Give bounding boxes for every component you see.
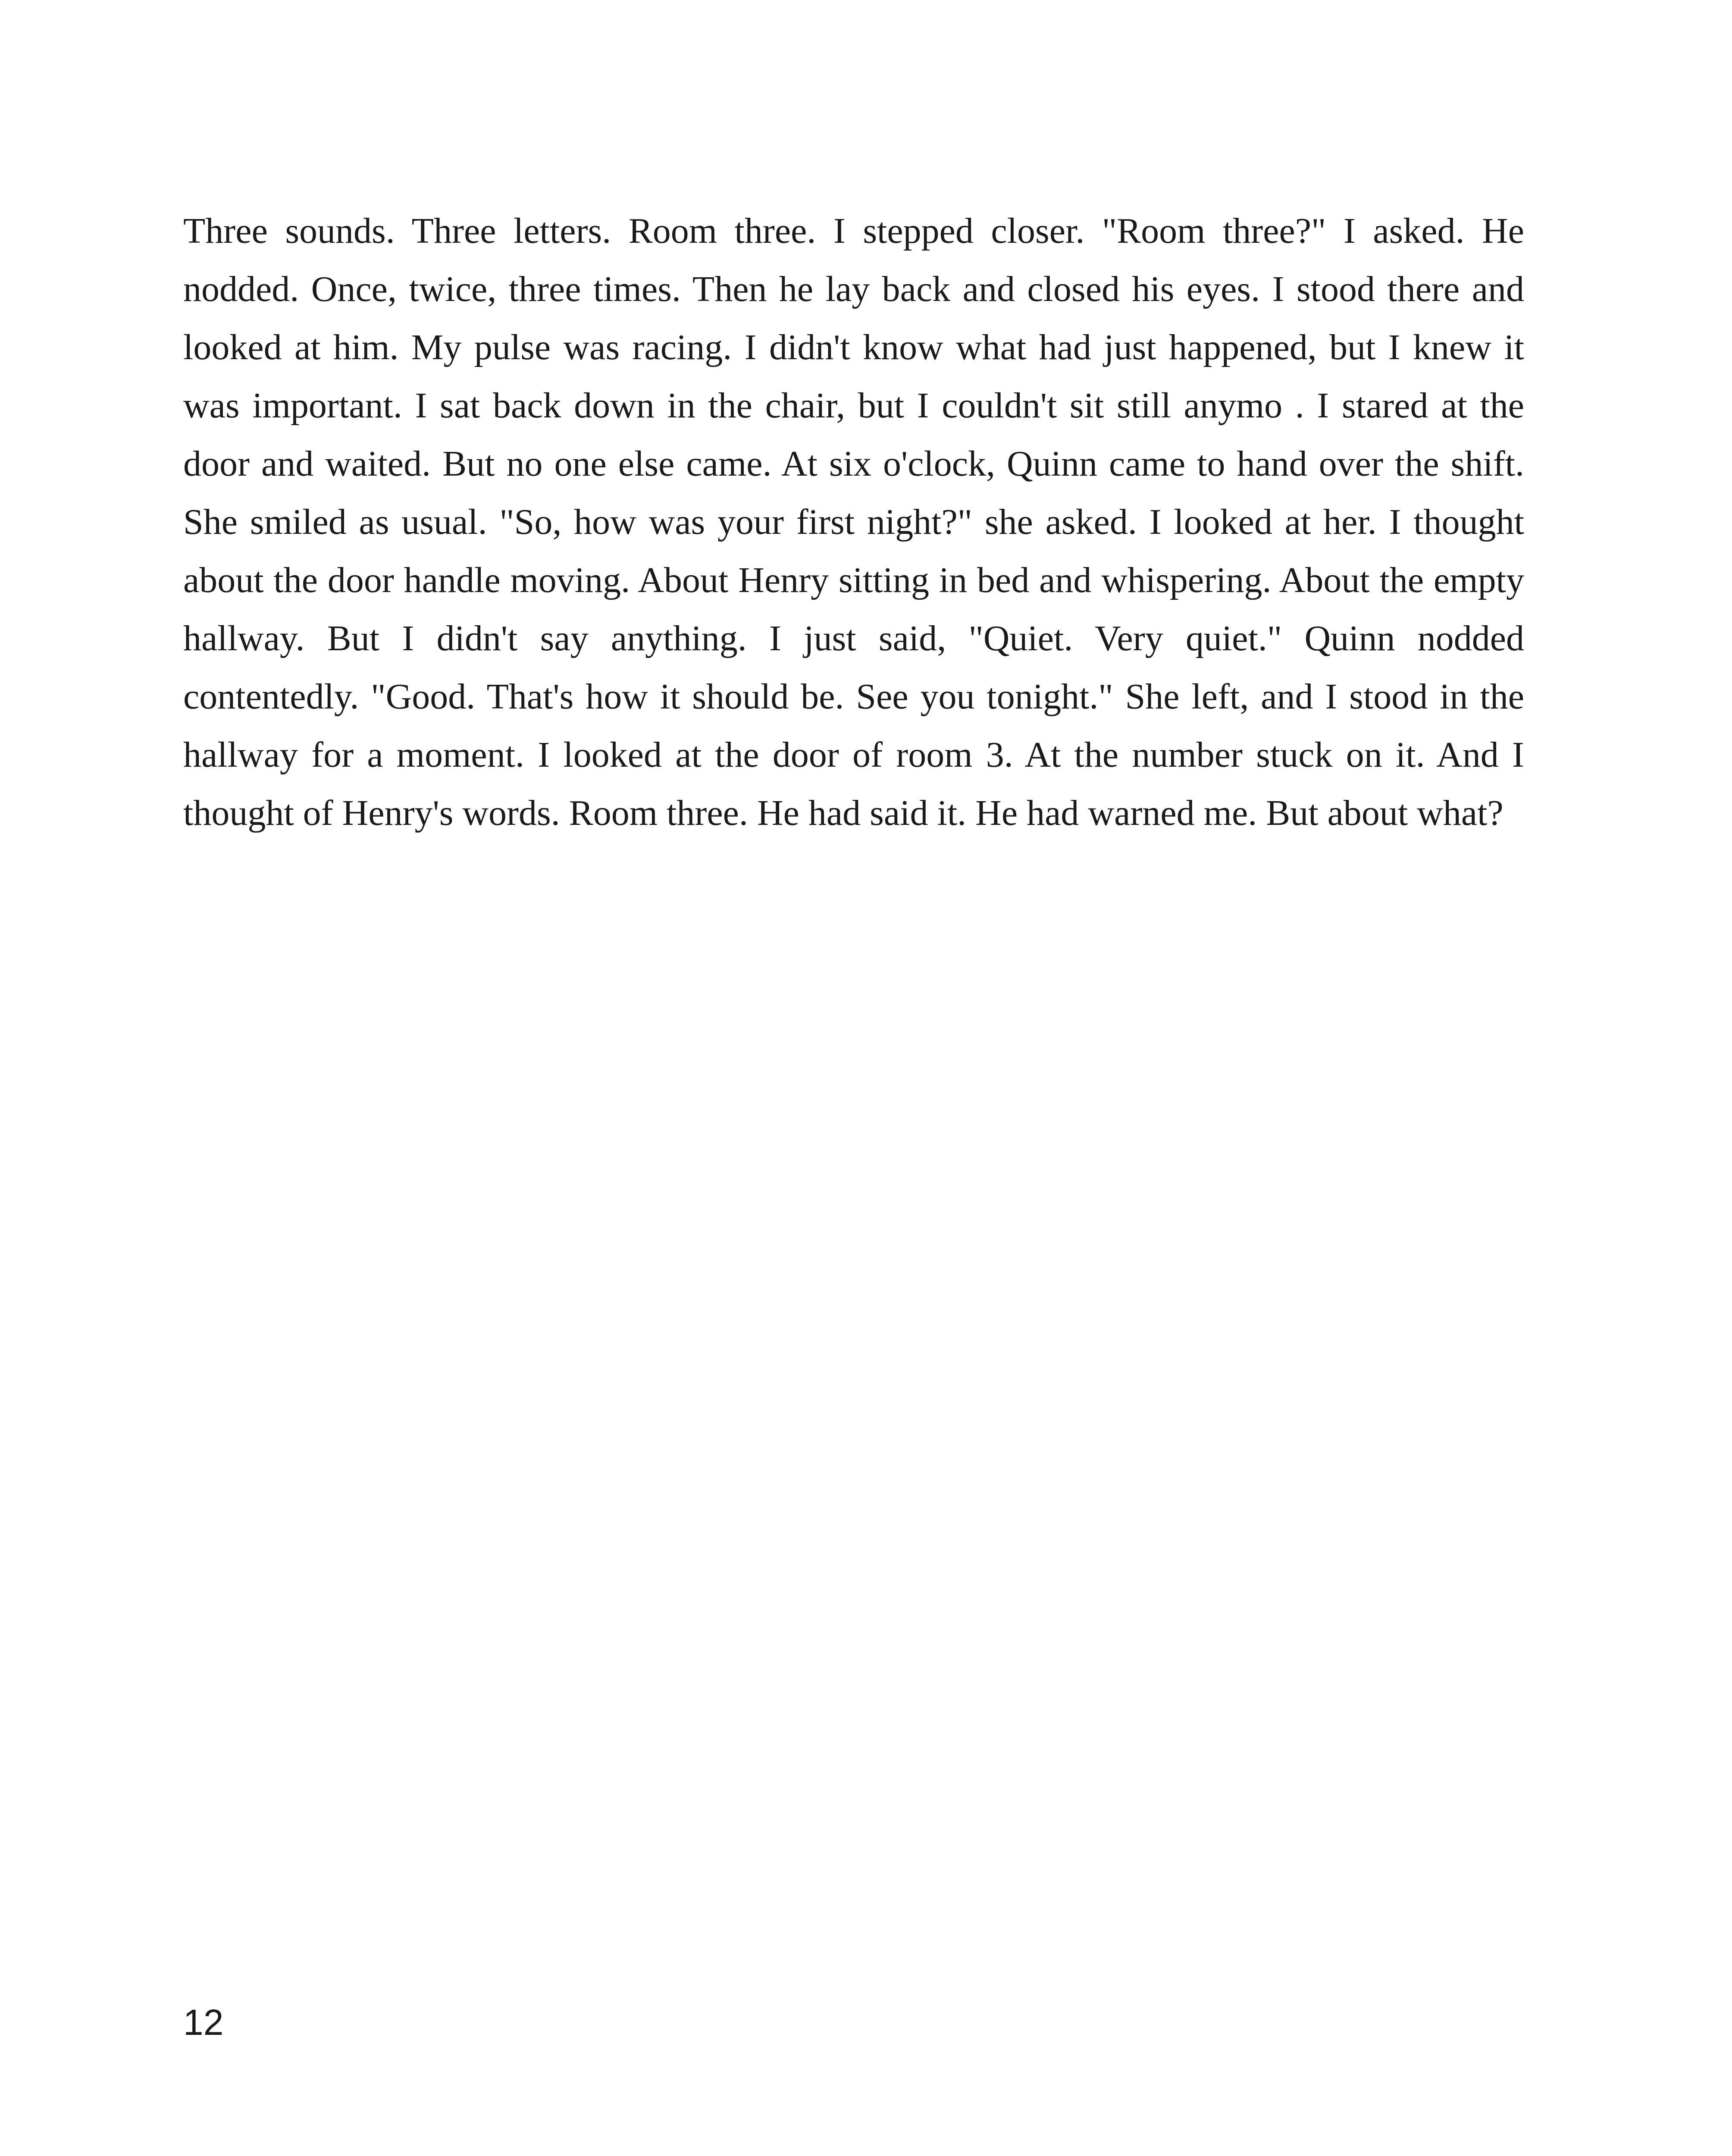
body-paragraph: Three sounds. Three letters. Room three. I stepped closer. "Room three?" I asked. He nodded. Once, twice, three times. Then he lay back and closed his eyes. I stood there and looked at him. My pulse was racing. I didn't know what had just happened, but I knew it was important. I sat back down in the chair, but I couldn't sit still anymo . I stared at the door and waited. But no one else came. At six o'clock, Quinn came to hand over the shift. She smiled as usual. "So, how was your first night?" she asked. I looked at her. I thought about the door handle moving. About Henry sitting in bed and whispering. About the empty hallway. But I didn't say anything. I just said, "Quiet. Very quiet." Quinn nodded contentedly. "Good. That's how it should be. See you tonight." She left, and I stood in the hallway for a moment. I looked at the door of room 3. At the number stuck on it. And I thought of Henry's words. Room three. He had said it. He had warned me. But about what?	[183, 211, 1524, 833]
page-number: 12	[183, 2002, 224, 2043]
